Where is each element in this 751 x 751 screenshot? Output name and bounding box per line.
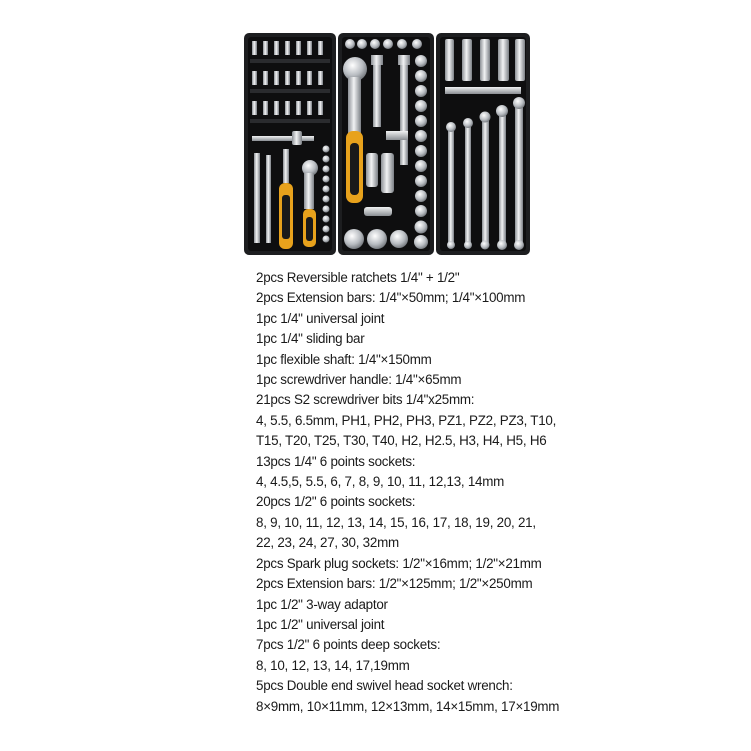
spec-line: 7pcs 1/2" 6 points deep sockets: [256,637,441,653]
spec-line: 20pcs 1/2" 6 points sockets: [256,494,416,510]
spec-line: 1pc 1/2" universal joint [256,616,385,632]
spec-line: T15, T20, T25, T30, T40, H2, H2.5, H3, H4, H5, H6 [256,433,547,449]
bottom-sockets [344,229,408,249]
spec-line: 8, 9, 10, 11, 12, 13, 14, 15, 16, 17, 18, 19, 20, 21, [256,514,536,530]
tool-set-photo [242,31,532,257]
extension-bar-long [266,155,271,243]
spec-line: 8×9mm, 10×11mm, 12×13mm, 14×15mm, 17×19mm [256,698,560,714]
tray-left [244,33,336,255]
extension-bar-short [254,153,260,243]
spec-line: 2pcs Spark plug sockets: 1/2"×16mm; 1/2"×21mm [256,555,542,571]
spark-plug-socket-16 [366,153,378,187]
spec-list [256,268,696,717]
spec-line: 1pc screwdriver handle: 1/4"×65mm [256,372,462,388]
spec-line: 21pcs S2 screwdriver bits 1/4"x25mm: [256,392,475,408]
spec-line: 8, 10, 12, 13, 14, 17,19mm [256,657,410,673]
universal-joint [364,207,392,216]
spec-line: 2pcs Extension bars: 1/2"×125mm; 1/2"×250mm [256,576,533,592]
spec-line: 1pc 1/4" sliding bar [256,331,365,347]
sliding-t-bar [445,87,521,94]
spec-line: 5pcs Double end swivel head socket wrench: [256,678,513,694]
spec-line: 2pcs Reversible ratchets 1/4" + 1/2" [256,270,460,285]
tray-right [436,33,530,255]
spec-line: 22, 23, 24, 27, 30, 32mm [256,535,399,551]
extension-bar-half-short [373,55,381,127]
three-way-adaptor [386,131,408,140]
spec-line: 1pc 1/2" 3-way adaptor [256,596,388,612]
tray-middle [338,33,434,255]
spec-line: 4, 5.5, 6.5mm, PH1, PH2, PH3, PZ1, PZ2, PZ3, T10, [256,412,557,428]
sliding-bar [252,136,314,141]
extension-bar-half-long [400,55,408,165]
spec-line: 13pcs 1/4" 6 points sockets: [256,453,416,469]
spec-line: 4, 4.5,5, 5.5, 6, 7, 8, 9, 10, 11, 12,13, 14mm [256,474,505,490]
spec-line: 1pc 1/4" universal joint [256,310,385,326]
spec-line: 1pc flexible shaft: 1/4"×150mm [256,351,432,367]
spark-plug-socket-21 [381,153,394,193]
spec-line: 2pcs Extension bars: 1/4"×50mm; 1/4"×100mm [256,290,526,306]
